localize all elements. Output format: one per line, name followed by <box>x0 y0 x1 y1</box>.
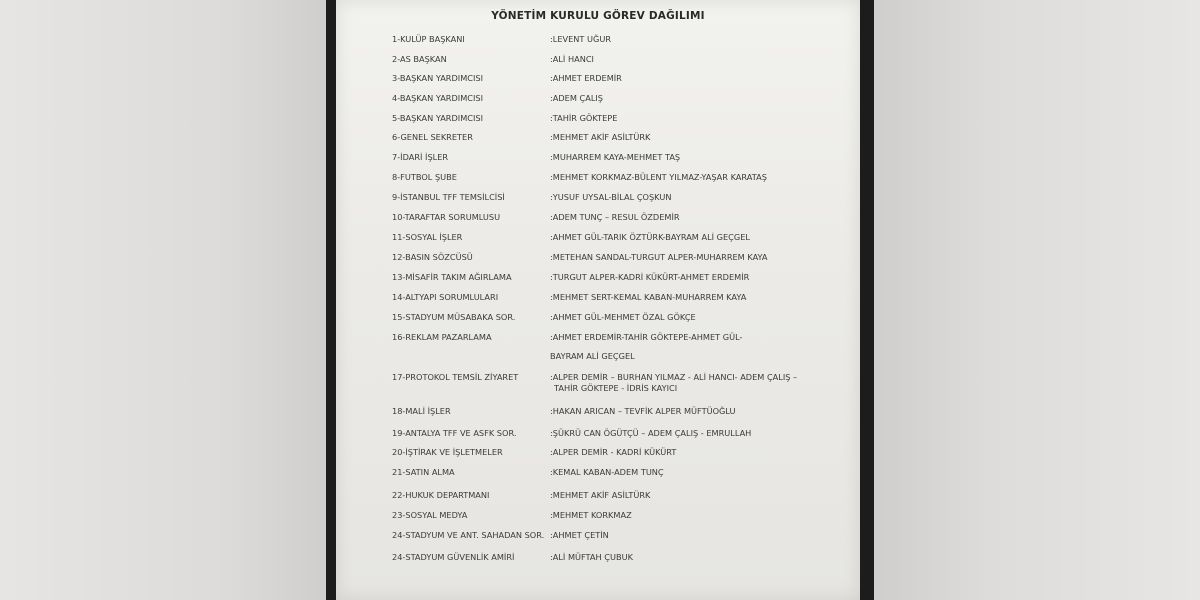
assignee-names: :ADEM ÇALIŞ <box>550 93 603 103</box>
assignee-names: :ŞÜKRÜ CAN ÖGÜTÇÜ – ADEM ÇALIŞ - EMRULLAH <box>550 428 752 438</box>
assignee-names: :ADEM TUNÇ – RESUL ÖZDEMİR <box>550 212 680 222</box>
table-row <box>336 292 860 308</box>
paper-sheet <box>336 0 860 600</box>
table-row <box>336 428 860 444</box>
role-label: 22-HUKUK DEPARTMANI <box>392 490 490 500</box>
role-label: 24-STADYUM VE ANT. SAHADAN SOR. <box>392 530 545 540</box>
table-row <box>336 510 860 526</box>
role-label: 4-BAŞKAN YARDIMCISI <box>392 93 484 103</box>
document-title: YÖNETİM KURULU GÖREV DAĞILIMI <box>491 10 705 22</box>
role-label: 9-İSTANBUL TFF TEMSİLCİSİ <box>392 192 505 202</box>
assignee-names: :LEVENT UĞUR <box>550 34 612 44</box>
table-row <box>336 73 860 89</box>
role-label: 24-STADYUM GÜVENLİK AMİRİ <box>392 552 515 562</box>
role-label: 5-BAŞKAN YARDIMCISI <box>392 113 484 123</box>
role-label: 10-TARAFTAR SORUMLUSU <box>392 212 501 222</box>
assignee-names: :AHMET ERDEMİR <box>550 73 622 83</box>
assignee-names: :HAKAN ARICAN – TEVFİK ALPER MÜFTÜOĞLU <box>550 406 736 416</box>
role-label: 1-KULÜP BAŞKANI <box>392 34 465 44</box>
table-row <box>336 332 860 348</box>
assignee-names: :KEMAL KABAN-ADEM TUNÇ <box>550 467 664 477</box>
table-row <box>336 447 860 463</box>
role-label: 14-ALTYAPI SORUMLULARI <box>392 292 499 302</box>
table-row <box>336 192 860 208</box>
assignee-names: :MEHMET AKİF ASİLTÜRK <box>550 490 651 500</box>
background-right <box>874 0 1200 600</box>
assignee-names: :MEHMET KORKMAZ <box>550 510 632 520</box>
table-row <box>336 34 860 50</box>
assignee-names: :AHMET ERDEMİR-TAHİR GÖKTEPE-AHMET GÜL- <box>550 332 743 342</box>
role-label: 17-PROTOKOL TEMSİL ZİYARET <box>392 372 519 382</box>
table-row <box>336 552 860 568</box>
table-row <box>336 172 860 188</box>
table-row <box>336 252 860 268</box>
assignee-names: :MUHARREM KAYA-MEHMET TAŞ <box>550 152 681 162</box>
role-label: 7-İDARİ İŞLER <box>392 152 449 162</box>
table-row <box>336 232 860 248</box>
table-row <box>336 113 860 129</box>
assignee-names: BAYRAM ALİ GEÇGEL <box>550 351 635 361</box>
role-label: 2-AS BAŞKAN <box>392 54 447 64</box>
document-photo <box>326 0 874 600</box>
assignee-names: :TURGUT ALPER-KADRİ KÜKÜRT-AHMET ERDEMİR <box>550 272 750 282</box>
role-label: 6-GENEL SEKRETER <box>392 132 473 142</box>
role-label: 19-ANTALYA TFF VE ASFK SOR. <box>392 428 517 438</box>
table-row <box>336 132 860 148</box>
table-row <box>336 490 860 506</box>
assignee-names: :AHMET GÜL-MEHMET ÖZAL GÖKÇE <box>550 312 696 322</box>
table-row <box>336 152 860 168</box>
assignee-names: :MEHMET KORKMAZ-BÜLENT YILMAZ-YAŞAR KARATAŞ <box>550 172 767 182</box>
assignee-names-continued: TAHİR GÖKTEPE - İDRİS KAYICI <box>554 383 678 393</box>
assignee-names: :YUSUF UYSAL-BİLAL ÇOŞKUN <box>550 192 672 202</box>
role-label: 18-MALİ İŞLER <box>392 406 451 416</box>
table-row <box>336 530 860 546</box>
role-label: 13-MİSAFİR TAKIM AĞIRLAMA <box>392 272 512 282</box>
assignee-names: :TAHİR GÖKTEPE <box>550 113 618 123</box>
assignee-names: :ALİ MÜFTAH ÇUBUK <box>550 552 633 562</box>
assignee-names: :ALİ HANCI <box>550 54 594 64</box>
table-row <box>336 272 860 288</box>
table-row <box>336 212 860 228</box>
table-row <box>336 406 860 422</box>
table-row <box>336 54 860 70</box>
table-row <box>336 351 860 367</box>
assignee-names: :METEHAN SANDAL-TURGUT ALPER-MUHARREM KAYA <box>550 252 768 262</box>
role-label: 11-SOSYAL İŞLER <box>392 232 463 242</box>
background-left <box>0 0 326 600</box>
table-row <box>336 93 860 109</box>
role-label: 15-STADYUM MÜSABAKA SOR. <box>392 312 516 322</box>
role-label: 23-SOSYAL MEDYA <box>392 510 468 520</box>
role-label: 8-FUTBOL ŞUBE <box>392 172 457 182</box>
role-label: 20-İŞTİRAK VE İŞLETMELER <box>392 447 503 457</box>
table-row <box>336 467 860 483</box>
role-label: 16-REKLAM PAZARLAMA <box>392 332 492 342</box>
assignee-names: :AHMET ÇETİN <box>550 530 609 540</box>
role-label: 21-SATIN ALMA <box>392 467 455 477</box>
assignee-names: :MEHMET AKİF ASİLTÜRK <box>550 132 651 142</box>
table-row <box>336 372 860 393</box>
assignee-names: :ALPER DEMİR – BURHAN YILMAZ - ALİ HANCI- ADEM ÇALIŞ – <box>550 372 798 382</box>
assignment-list <box>336 0 860 600</box>
role-label: 12-BASIN SÖZCÜSÜ <box>392 252 473 262</box>
assignee-names: :MEHMET SERT-KEMAL KABAN-MUHARREM KAYA <box>550 292 747 302</box>
role-label: 3-BAŞKAN YARDIMCISI <box>392 73 484 83</box>
table-row <box>336 312 860 328</box>
assignee-names: :AHMET GÜL-TARIK ÖZTÜRK-BAYRAM ALİ GEÇGEL <box>550 232 750 242</box>
assignee-names: :ALPER DEMİR - KADRİ KÜKÜRT <box>550 447 677 457</box>
